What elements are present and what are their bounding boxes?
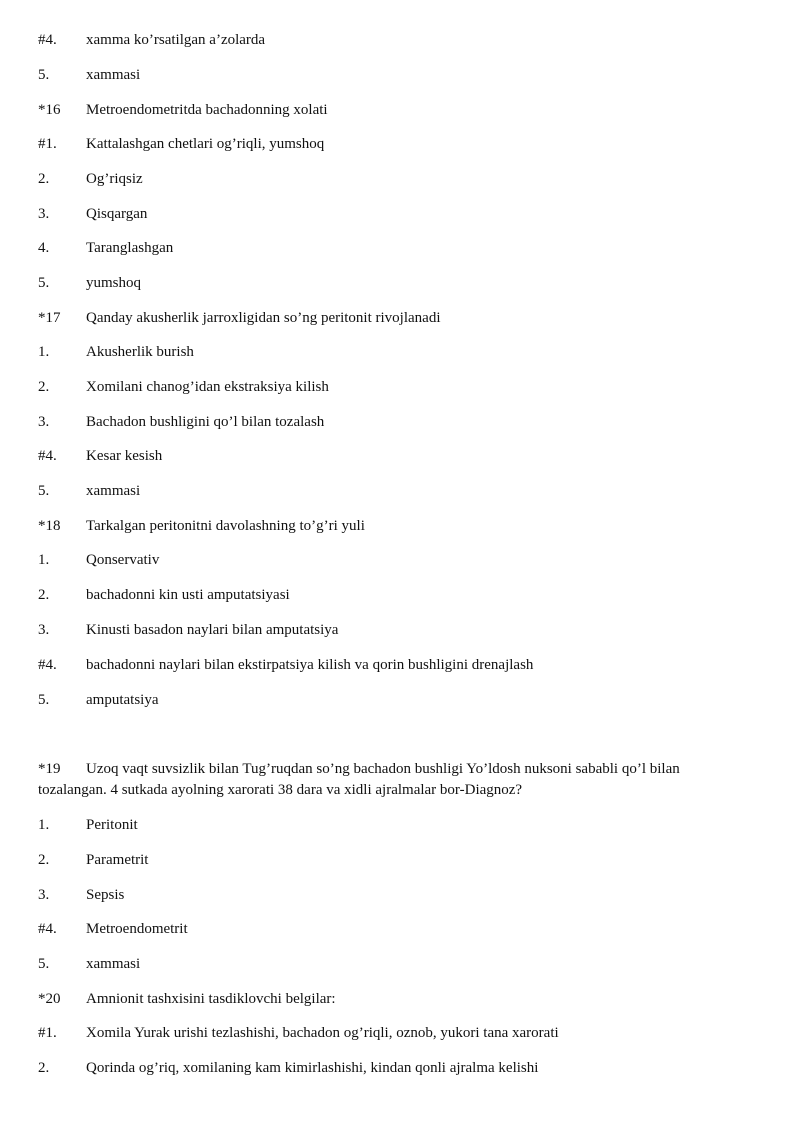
item-number: 1.: [38, 817, 50, 833]
list-item: [38, 30, 738, 50]
item-text: bachadonni naylari bilan ekstirpatsiya kilish va qorin bushligini drenajlash: [86, 657, 534, 673]
item-text: Qonservativ: [86, 552, 160, 568]
item-number: #4.: [38, 32, 57, 48]
question-number: *20: [38, 991, 61, 1007]
list-item: [38, 655, 738, 675]
item-text: Sepsis: [86, 887, 125, 903]
item-text: bachadonni kin usti amputatsiyasi: [86, 587, 290, 603]
item-number: 3.: [38, 887, 50, 903]
item-number: #4.: [38, 921, 57, 937]
list-item: [38, 550, 738, 570]
item-number: 4.: [38, 240, 50, 256]
item-text: amputatsiya: [86, 692, 159, 708]
item-number: 3.: [38, 206, 50, 222]
item-text: Akusherlik burish: [86, 344, 194, 360]
item-number: 5.: [38, 275, 50, 291]
item-number: 3.: [38, 622, 50, 638]
item-number: 3.: [38, 414, 50, 430]
list-item: [38, 204, 738, 224]
list-item: [38, 446, 738, 466]
item-text: Kinusti basadon naylari bilan amputatsiya: [86, 622, 339, 638]
item-number: 1.: [38, 552, 50, 568]
question-number: *18: [38, 518, 61, 534]
item-text: yumshoq: [86, 275, 142, 291]
item-text: Og’riqsiz: [86, 171, 143, 187]
list-item: [38, 954, 738, 974]
item-number: 5.: [38, 956, 50, 972]
question-heading: [38, 516, 738, 536]
item-text: Xomilani chanog’idan ekstraksiya kilish: [86, 379, 329, 395]
item-text: xammasi: [86, 483, 141, 499]
list-item: [38, 412, 738, 432]
item-text: Kattalashgan chetlari og’riqli, yumshoq: [86, 136, 325, 152]
list-item: [38, 273, 738, 293]
question-text: Uzoq vaqt suvsizlik bilan Tug’ruqdan so’ng bachadon bushligi Yo’ldosh nuksoni sababli qo’l bilan tozalangan. 4 sutkada ayolning xarorati 38 dara va xidli ajralmalar bor-Diagnoz?: [38, 761, 680, 798]
question-heading: [38, 989, 738, 1009]
list-item: [38, 238, 738, 258]
list-item: [38, 1023, 738, 1043]
item-number: 2.: [38, 852, 50, 868]
item-text: Taranglashgan: [86, 240, 174, 256]
question-heading: [38, 308, 738, 328]
question-text: Tarkalgan peritonitni davolashning to’g’ri yuli: [86, 518, 365, 534]
item-number: 5.: [38, 692, 50, 708]
list-item: [38, 169, 738, 189]
item-text: xammasi: [86, 956, 141, 972]
list-item: [38, 134, 738, 154]
item-text: xamma ko’rsatilgan a’zolarda: [86, 32, 266, 48]
list-item: [38, 919, 738, 939]
list-item: [38, 850, 738, 870]
question-number: *19: [38, 761, 61, 777]
item-text: Parametrit: [86, 852, 149, 868]
item-number: #4.: [38, 657, 57, 673]
item-text: Kesar kesish: [86, 448, 163, 464]
list-item: [38, 481, 738, 501]
item-number: #1.: [38, 1025, 57, 1041]
item-number: #4.: [38, 448, 57, 464]
list-item: [38, 65, 738, 85]
question-heading: [38, 100, 738, 120]
question-text: Qanday akusherlik jarroxligidan so’ng peritonit rivojlanadi: [86, 310, 441, 326]
list-item: [38, 342, 738, 362]
list-item: [38, 690, 738, 710]
list-item: [38, 620, 738, 640]
question-number: *16: [38, 102, 61, 118]
item-number: 2.: [38, 587, 50, 603]
list-item: [38, 1058, 738, 1078]
list-item: [38, 585, 738, 605]
item-text: xammasi: [86, 67, 141, 83]
item-text: Qisqargan: [86, 206, 148, 222]
item-number: 5.: [38, 483, 50, 499]
item-text: Xomila Yurak urishi tezlashishi, bachadon og’riqli, oznob, yukori tana xarorati: [86, 1025, 559, 1041]
item-number: 5.: [38, 67, 50, 83]
item-number: #1.: [38, 136, 57, 152]
question-text: Amnionit tashxisini tasdiklovchi belgilar:: [86, 991, 336, 1007]
question-paragraph: [38, 759, 738, 801]
question-number: *17: [38, 310, 61, 326]
list-item: [38, 377, 738, 397]
item-number: 1.: [38, 344, 50, 360]
item-text: Peritonit: [86, 817, 138, 833]
item-text: Bachadon bushligini qo’l bilan tozalash: [86, 414, 325, 430]
item-text: Metroendometrit: [86, 921, 188, 937]
list-item: [38, 885, 738, 905]
item-number: 2.: [38, 171, 50, 187]
item-number: 2.: [38, 1060, 50, 1076]
item-text: Qorinda og’riq, xomilaning kam kimirlashishi, kindan qonli ajralma kelishi: [86, 1060, 539, 1076]
question-text: Metroendometritda bachadonning xolati: [86, 102, 328, 118]
list-item: [38, 815, 738, 835]
item-number: 2.: [38, 379, 50, 395]
